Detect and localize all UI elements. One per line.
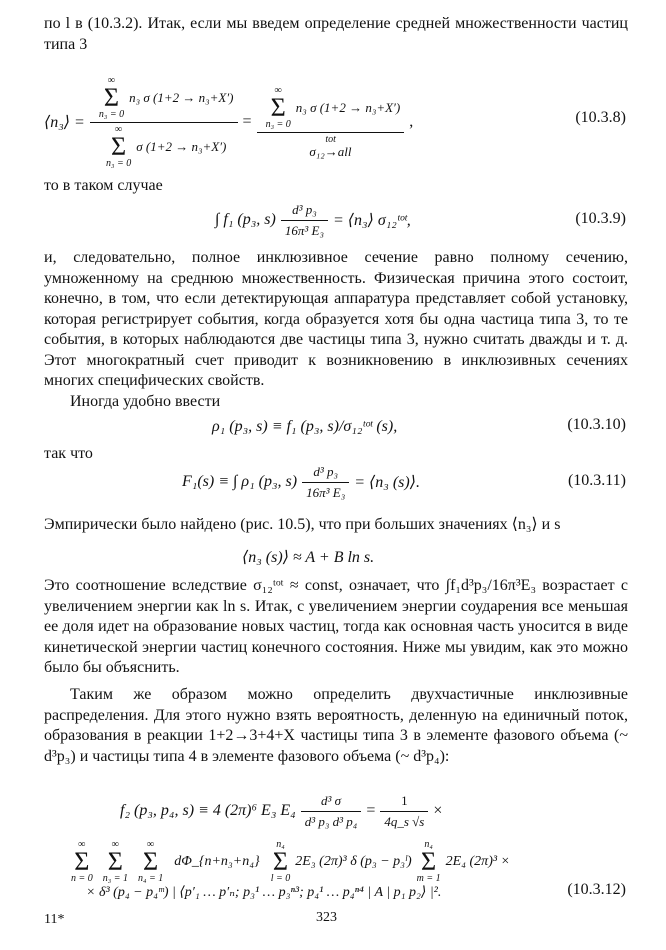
sum-symbol: ∞ Σ n₃ = 0 <box>105 123 132 169</box>
page-number: 323 <box>316 910 337 925</box>
eq-numerator: n₃ σ (1+2 → n₃+X′) <box>129 89 234 105</box>
equation-number: (10.3.11) <box>567 472 626 489</box>
equation-10-3-9: ∫ f₁ (p₃, s) $\frac{\text{d³ p₃}}{\text{16π³ E₃}}$ = ⟨n₃⟩ σ₁₂ᵗᵒᵗ, <box>215 201 411 238</box>
paragraph: то в таком случае <box>44 177 163 194</box>
equation-10-3-12-line2: ∞ Σ n = 0 ∞ Σ n₃ = 1 ∞ Σ n₄ = 1 dΦ_{n+n₃+n₄} n₄ Σ l = 0 2E₃ (2π)³ δ (p₃ − p₃ˡ) n₄ Σ m = 1 2E₄ (2π)³ × <box>71 839 510 884</box>
sum-symbol: ∞ Σ n₃ = 0 <box>265 85 291 130</box>
equation-number: (10.3.12) <box>567 881 626 898</box>
paragraph: Эмпирически было найдено (рис. 10.5), что при больших значениях ⟨n₃⟩ и s <box>44 516 561 533</box>
equation-number: (10.3.10) <box>567 416 626 433</box>
eq-lhs: ⟨n₃⟩ = <box>44 114 85 131</box>
paragraph: Это соотношение вследствие σ₁₂ᵗᵒᵗ ≈ const, означает, что ∫f₁d³p₃/16π³E₃ возрастает с увеличением энергии как ln s. Итак, с увеличением энергии соударения все меньшая ее доля идет на образование новых частиц, тогда как основная часть уносится в виде кинетической энергии частиц конечного состояния. Ниже мы увидим, как это можно было бы объяснить. <box>44 577 628 676</box>
equation-log-growth: ⟨n₃ (s)⟩ ≈ A + B ln s. <box>242 549 375 566</box>
equation-10-3-10: ρ₁ (p₃, s) ≡ f₁ (p₃, s)/σ₁₂ᵗᵒᵗ (s), <box>212 418 398 435</box>
equation-10-3-12-line3: × δ³ (p₄ − p₄ᵐ) | ⟨p′₁ … p′ₙ; p₃¹ … p₃ⁿ³; p₄¹ … p₄ⁿ⁴ | A | p₁ p₂⟩ |². <box>86 884 442 900</box>
printer-signature: 11* <box>44 912 65 927</box>
paragraph: Иногда удобно ввести <box>70 393 221 410</box>
paragraph-explanation: и, следовательно, полное инклюзивное сечение равно полному сечению, умноженному на среднюю множественность. Физическая причина этого состоит, конечно, в том, что если детектирующая аппаратура представляет собой установку, которая регистрирует события, когда образуется хотя бы одна частица типа 3, то те события, в которых наблюдаются две частицы типа 3, нужно считать дважды и т. д. Этот многократный счет приводит к возникновению в инклюзивных сечениях многих специфических свойств. <box>44 249 628 389</box>
equation-number: (10.3.8) <box>575 109 626 126</box>
equation-10-3-11: F₁(s) ≡ ∫ ρ₁ (p₃, s) $\frac{\text{d³ p₃}}{\text{16π³ E₃}}$ = ⟨n₃ (s)⟩. <box>182 463 420 500</box>
equation-number: (10.3.9) <box>575 210 626 227</box>
paragraph: так что <box>44 445 93 462</box>
equation-10-3-12-line1: f₂ (p₃, p₄, s) ≡ 4 (2π)⁶ E₃ E₄ $\frac{\text{d³ σ}}{\text{d³ p₃ d³ p₄}}$ = $\frac{1}{4q\_s √s}$ × <box>120 792 443 829</box>
paragraph: Таким же образом можно определить двухчастичные инклюзивные распределения. Для этого нужно взять вероятность, деленную на единичный поток, образования в реакции 1+2→3+4+X частицы типа 3 в элементе фазового объема (~ d³p₃) и частицы типа 4 в элементе фазового объема (~ d³p₄): <box>44 686 628 765</box>
fraction-total-cross-section: ∞ Σ n₃ = 0 n₃ σ (1+2 → n₃+X′) tot σ₁₂→all <box>257 86 405 158</box>
equation-10-3-8: ⟨n₃⟩ = ∞ Σ n₃ = 0 n₃ σ (1+2 → n₃+X′) ∞ Σ n₃ = 0 σ (1+2 → n₃+X′) = ∞ Σ n₃ = 0 n₃ σ (1+2 → n₃+X′) tot σ₁₂→all , <box>44 74 414 169</box>
sum-symbol: ∞ Σ n₃ = 0 <box>98 74 125 120</box>
sigma-total: σ₁₂→all <box>309 144 352 159</box>
eq-denominator: σ (1+2 → n₃+X′) <box>136 138 227 154</box>
paragraph-intro: по l в (10.3.2). Итак, если мы введем определение средней множественности частиц типа 3 <box>44 15 628 53</box>
fraction-mean-multiplicity <box>90 76 238 169</box>
eq-numerator: n₃ σ (1+2 → n₃+X′) <box>295 100 401 115</box>
